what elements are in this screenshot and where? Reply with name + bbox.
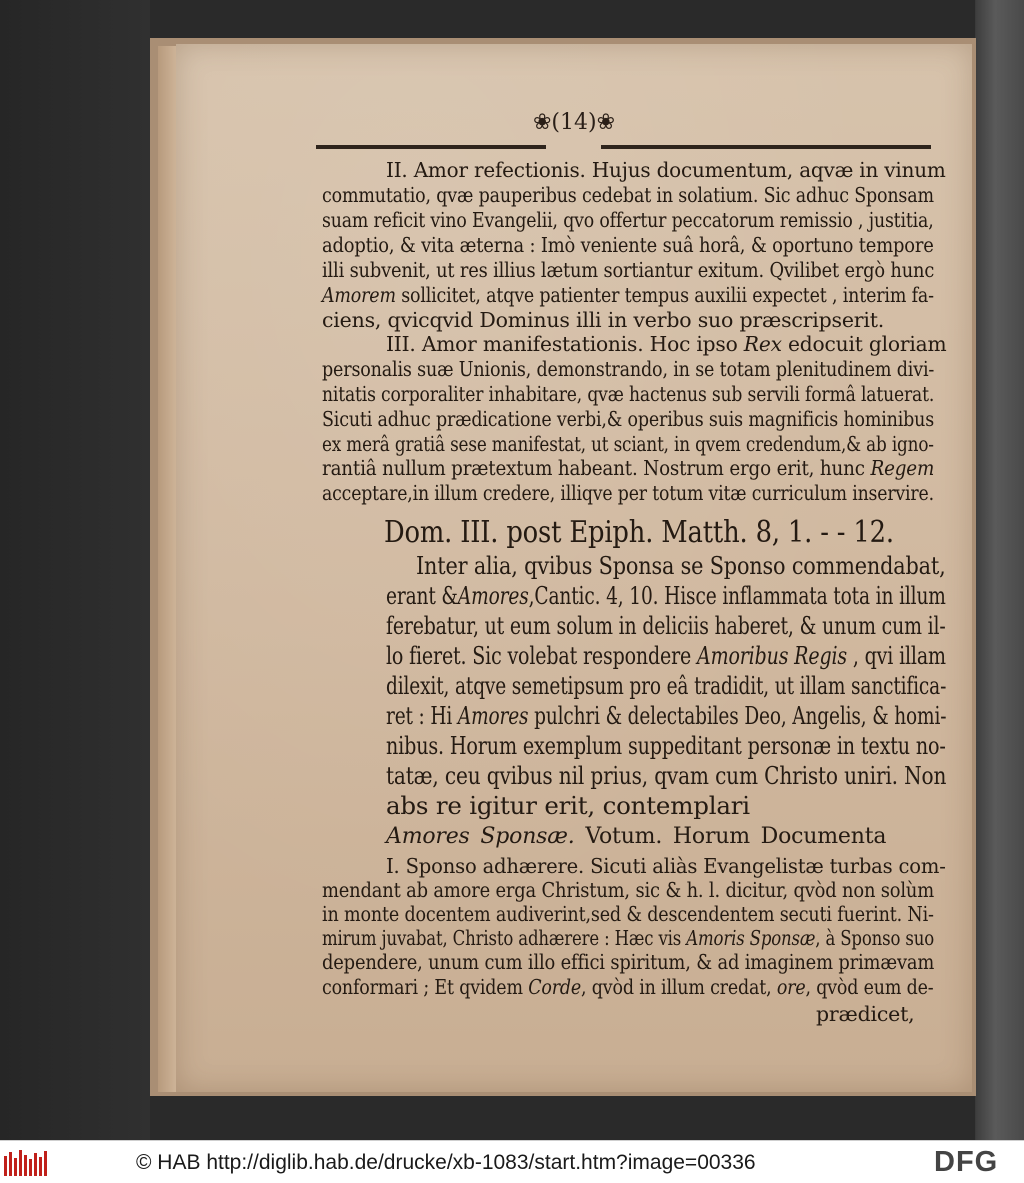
text-segment: , qvi illam [846,641,946,670]
text-segment: ex merâ gratiâ sese manifestat, ut sciant, in qvem credendum,& ab igno- [322,432,934,456]
text-line [322,904,934,925]
italic-text: Rex [743,332,782,356]
text-segment: lo fieret. Sic volebat respondere [386,641,697,670]
text-segment: dilexit, atqve semetipsum pro eâ tradidit, ut illam sanctifica- [386,671,947,700]
italic-text: Amorem [322,283,396,307]
text-line [416,551,946,580]
italic-text: Amores [457,701,529,730]
text-segment: nitatis corporaliter inhabitare, qvæ hactenus sub servili formâ latuerat. [322,382,935,406]
text-segment: sollicitet, atqve patienter tempus auxilii expectet , interim fa- [395,283,934,307]
right-margin [976,0,1024,1140]
text-segment: Sicuti adhuc prædicatione verbi,& operibus suis magnificis hominibus [322,407,935,431]
text-segment: , qvòd in illum credat, [581,975,777,999]
text-segment: erant & [386,581,458,610]
text-segment: mendant ab amore erga Christum, sic & h. l. dicitur, qvòd non solùm [322,878,935,902]
text-segment: illi subvenit, ut res illius lætum sortiantur exitum. Qvilibet ergò hunc [322,258,935,282]
text-segment: ferebatur, ut eum solum in deliciis haberet, & unum cum il- [386,611,946,640]
text-line [322,235,934,256]
text-line [322,185,934,206]
text-segment: acceptare,in illum credere, illiqve per totum vitæ curriculum inservire. [322,481,934,505]
text-line [386,611,946,640]
page-header: ❀(14)❀ [532,110,616,135]
text-segment: conformari ; Et qvidem [322,975,529,999]
text-line [386,761,947,790]
text-segment: personalis suæ Unionis, demonstrando, in se totam plenitudinem divi- [322,357,935,381]
text-line [322,409,934,430]
italic-text: Regem [870,456,935,480]
text-segment: suam reficit vino Evangelii, qvo offertur peccatorum remissio , justitia, [322,208,934,232]
text-segment: Inter alia, qvibus Sponsa se Sponso commendabat, [416,551,946,580]
text-segment: II. Amor refectionis. [386,158,592,182]
text-segment: Sicuti aliàs Evangelistæ turbas com- [590,854,946,878]
text-line [386,701,947,730]
text-line [386,581,946,610]
dfg-logo: DFG [934,1146,999,1178]
text-segment: ret : Hi [386,701,458,730]
scanned-page [176,44,972,1092]
text-segment: ,Cantic. 4, 10. Hisce inflammata tota in illum [528,581,946,610]
text-segment: commutatio, qvæ pauperibus cedebat in solatium. Sic adhuc Sponsam [322,183,934,207]
header-rule-left [316,145,546,149]
text-line [322,880,934,901]
text-line [322,434,934,455]
text-segment: dependere, unum cum illo effici spiritum, & ad imaginem primævam [322,950,935,974]
italic-text: Amores Sponsæ. [386,824,575,849]
italic-text: Amoribus Regis [696,641,847,670]
text-line [322,310,884,331]
italic-text: Corde [528,975,582,999]
section-heading [384,515,894,550]
text-segment: III. Amor manifestationis. [386,332,650,356]
text-line [386,826,886,848]
text-line [322,458,934,479]
footer-bar [0,1140,1024,1183]
text-segment: prædicet, [816,1002,915,1026]
text-line [386,160,946,181]
text-line [386,731,946,760]
text-segment: Hoc ipso [649,332,744,356]
text-segment: ciens, qvicqvid Dominus illi in verbo suo præscripserit. [322,308,885,332]
text-line [386,641,946,670]
text-line [322,928,934,949]
text-segment: tatæ, ceu qvibus nil prius, qvam cum Christo uniri. Non [386,761,947,790]
text-segment: Dom. III. post Epiph. Matth. 8, 1. - - 12. [384,515,894,550]
italic-text: Amores [457,581,529,610]
text-line [322,260,934,281]
text-line [322,977,933,998]
text-line [322,359,934,380]
text-segment: , qvòd eum de- [805,975,934,999]
text-line [386,671,947,700]
text-segment: mirum juvabat, Christo adhærere : Hæc vis [322,926,687,950]
text-segment: pulchri & delectabiles Deo, Angelis, & homi- [528,701,947,730]
text-line [322,285,934,306]
hab-logo-icon [4,1150,48,1176]
header-rule-right [601,145,931,149]
text-segment: adoptio, & vita æterna : Imò veniente suâ horâ, & oportuno tempore [322,233,934,257]
text-line [816,1004,914,1025]
footer-url[interactable]: © HAB http://diglib.hab.de/drucke/xb-1083/start.htm?image=00336 [136,1151,756,1174]
text-line [386,856,946,877]
text-segment: abs re igitur erit, contemplari [386,791,750,820]
text-segment: , à Sponso suo [815,926,935,950]
text-line [322,483,934,504]
text-line [386,791,750,820]
text-line [386,334,946,355]
italic-text: Amoris Sponsæ [686,926,816,950]
text-line [322,952,934,973]
text-line [322,210,934,231]
text-segment: I. Sponso adhærere. [386,854,591,878]
text-segment: Votum. Horum Documenta [574,824,887,849]
text-segment: in monte docentem audiverint,sed & descendentem secuti fuerint. Ni- [322,902,934,926]
page-edge [158,46,176,1092]
text-segment: rantiâ nullum prætextum habeant. Nostrum ergo erit, hunc [322,456,871,480]
text-segment: Hujus documentum, aqvæ in vinum [591,158,946,182]
text-segment: nibus. Horum exemplum suppeditant personæ in textu no- [386,731,946,760]
italic-text: ore [776,975,806,999]
text-line [322,384,934,405]
text-segment: edocuit gloriam [781,332,947,356]
